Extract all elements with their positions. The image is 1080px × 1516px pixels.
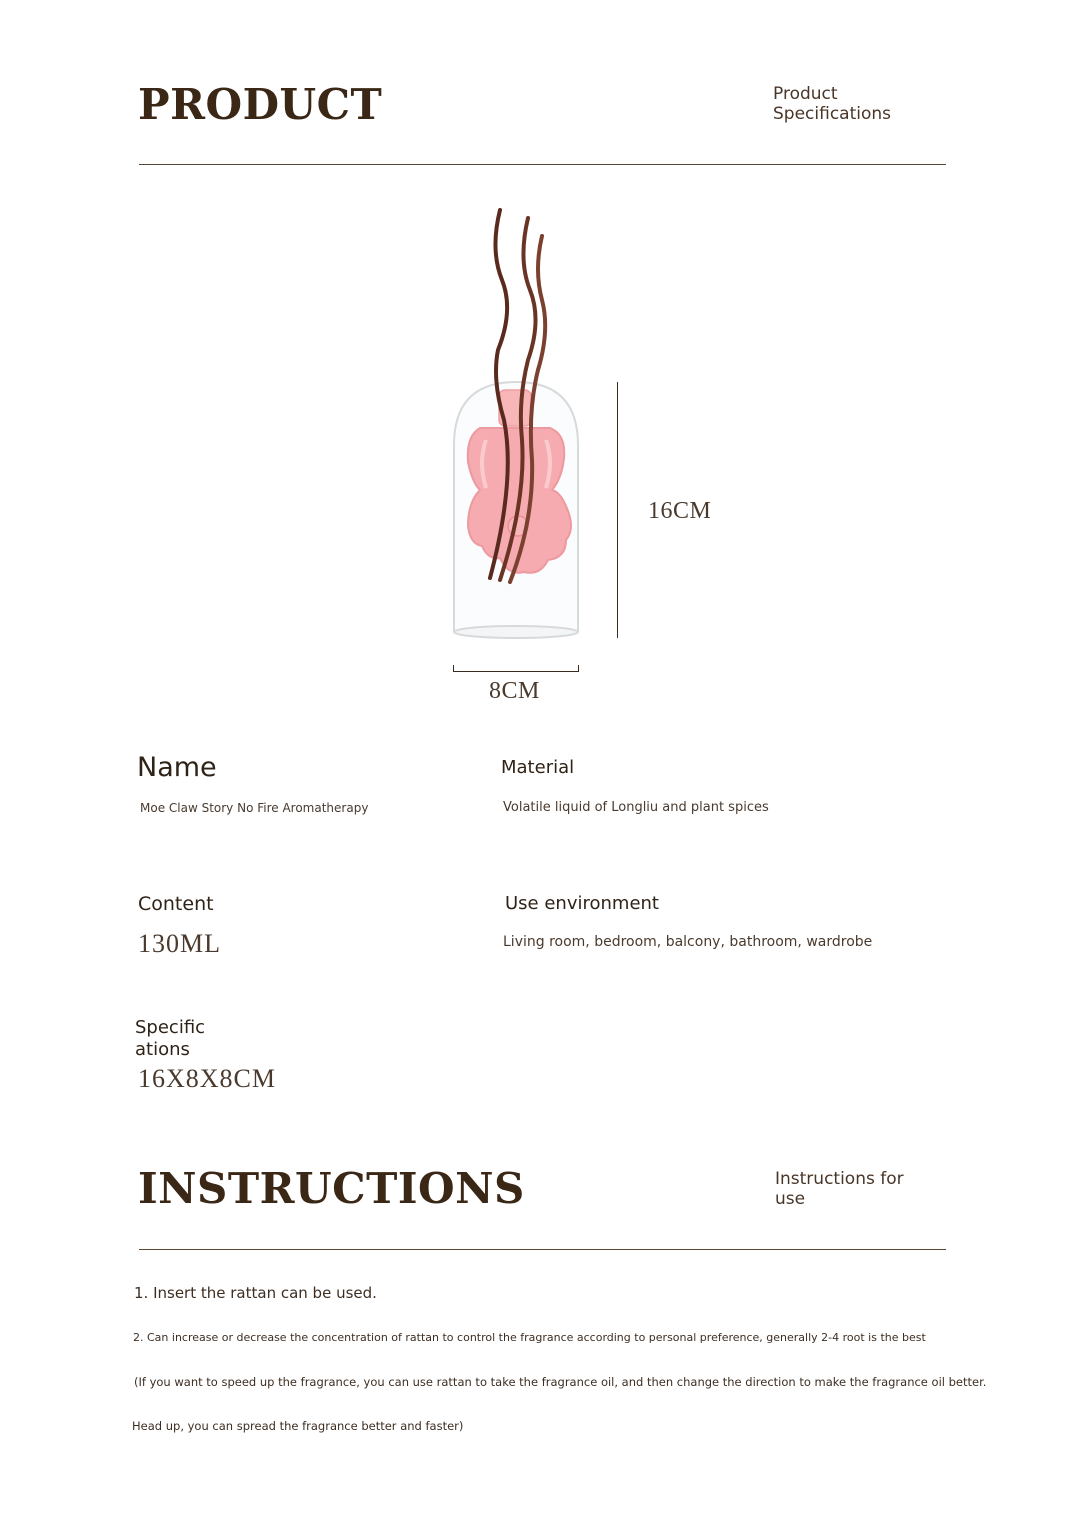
- use-environment-value: Living room, bedroom, balcony, bathroom, wardrobe: [503, 934, 873, 950]
- width-dimension-line: [453, 665, 579, 672]
- material-value: Volatile liquid of Longliu and plant spices: [503, 800, 769, 815]
- content-value: 130ML: [138, 929, 221, 958]
- content-label: Content: [138, 893, 214, 915]
- diffuser-bottle-image: [430, 200, 610, 650]
- product-subtitle-line1: Product: [773, 84, 838, 104]
- instructions-subtitle-line2: use: [775, 1189, 806, 1209]
- instruction-step-2: 2. Can increase or decrease the concentration of rattan to control the fragrance according to personal preference, generally 2-4 root is the best: [133, 1331, 926, 1344]
- product-heading: PRODUCT: [138, 80, 383, 129]
- instructions-divider: [139, 1249, 946, 1250]
- product-divider: [139, 164, 946, 165]
- name-label: Name: [137, 752, 217, 783]
- specifications-label-line1: Specific: [135, 1017, 206, 1038]
- instruction-step-1: 1. Insert the rattan can be used.: [134, 1284, 377, 1302]
- specifications-label: [135, 1017, 205, 1061]
- material-label: Material: [501, 757, 575, 778]
- width-dimension-label: 8CM: [489, 678, 540, 704]
- instructions-subtitle: [775, 1169, 904, 1209]
- height-dimension-line: [617, 382, 618, 638]
- specifications-label-line2: ations: [135, 1039, 190, 1060]
- name-value: Moe Claw Story No Fire Aromatherapy: [140, 801, 369, 815]
- instruction-step-4: Head up, you can spread the fragrance better and faster): [132, 1419, 464, 1433]
- use-environment-label: Use environment: [505, 893, 659, 914]
- height-dimension-label: 16CM: [648, 498, 712, 524]
- instruction-step-3: (If you want to speed up the fragrance, you can use rattan to take the fragrance oil, and then change the direction to make the fragrance oil better.: [134, 1375, 987, 1389]
- instructions-heading: INSTRUCTIONS: [138, 1164, 525, 1213]
- product-subtitle-line2: Specifications: [773, 104, 892, 124]
- instructions-subtitle-line1: Instructions for: [775, 1169, 904, 1189]
- specifications-value: 16X8X8CM: [138, 1064, 277, 1093]
- product-subtitle: [773, 84, 891, 124]
